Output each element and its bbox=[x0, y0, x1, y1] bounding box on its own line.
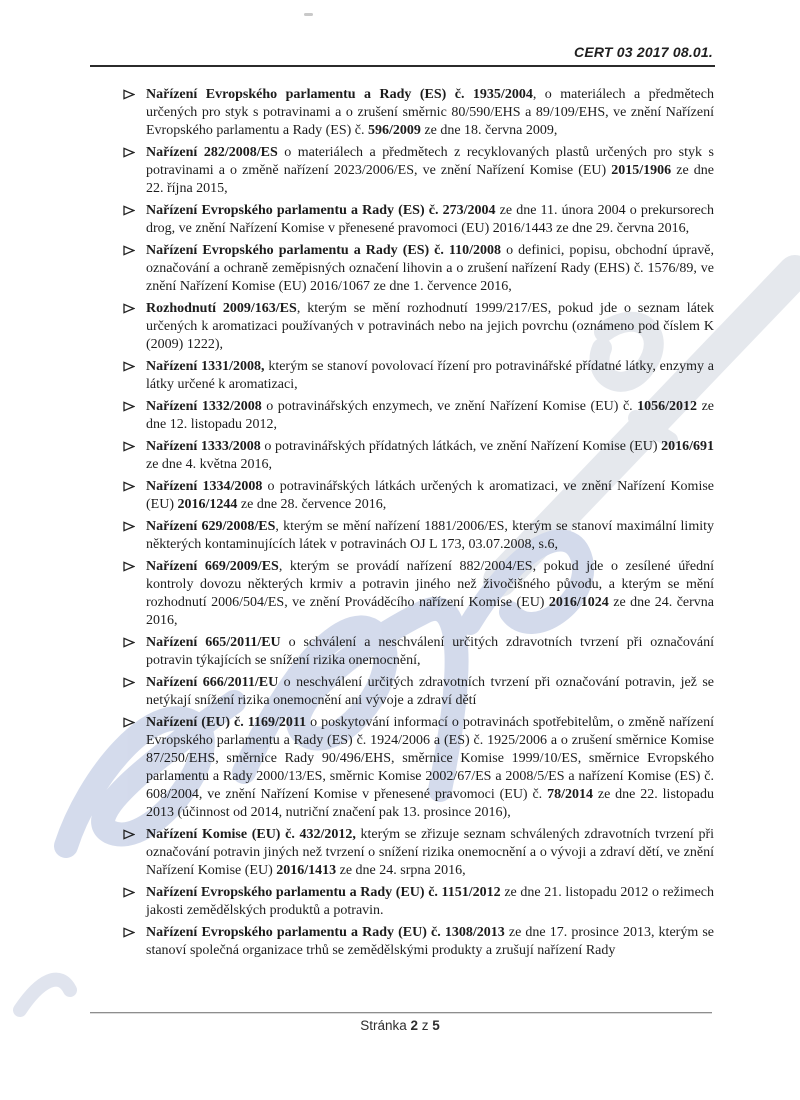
regulation-text: Nařízení Evropského parlamentu a Rady (ES) č. 273/2004 ze dne 11. února 2004 o prekursorech drog, ve znění Nařízení Komise v přenesené pravomoci (EU) 2016/1443 ze dne 29. června 2016, bbox=[146, 203, 714, 236]
regulation-item bbox=[122, 634, 714, 670]
regulation-text: Nařízení 1331/2008, kterým se stanoví povolovací řízení pro potravinářské přídatné látky, enzymy a látky určené k aromatizaci, bbox=[146, 359, 714, 392]
regulation-item bbox=[122, 398, 714, 434]
regulation-item bbox=[122, 242, 714, 296]
regulation-text: Nařízení Evropského parlamentu a Rady (ES) č. 110/2008 o definici, popisu, obchodní úpravě, označování a ochraně zeměpisných označení lihovin a o zrušení nařízení Rady (EHS) č. 1576/89, ve znění Nařízení Komise (EU) 2016/1067 ze dne 1. července 2016, bbox=[146, 243, 714, 294]
regulation-item bbox=[122, 924, 714, 960]
footer-rule bbox=[90, 1012, 712, 1013]
right-arrowhead-icon bbox=[123, 717, 135, 728]
regulation-item bbox=[122, 826, 714, 880]
regulation-item bbox=[122, 884, 714, 920]
regulation-text: Nařízení 1332/2008 o potravinářských enzymech, ve znění Nařízení Komise (EU) č. 1056/2012 ze dne 12. listopadu 2012, bbox=[146, 399, 714, 432]
right-arrowhead-icon bbox=[123, 829, 135, 840]
regulation-text: Nařízení 1334/2008 o potravinářských látkách určených k aromatizaci, ve znění Nařízení Komise (EU) 2016/1244 ze dne 28. července 2016, bbox=[146, 479, 714, 512]
regulation-text: Nařízení 665/2011/EU o schválení a neschválení určitých zdravotních tvrzení při označování potravin týkajících se snížení rizika onemocnění, bbox=[146, 635, 714, 668]
regulation-item bbox=[122, 86, 714, 140]
regulation-item bbox=[122, 438, 714, 474]
right-arrowhead-icon bbox=[123, 481, 135, 492]
regulation-item bbox=[122, 518, 714, 554]
regulation-item bbox=[122, 674, 714, 710]
regulation-item bbox=[122, 300, 714, 354]
document-code: CERT 03 2017 08.01. bbox=[574, 44, 713, 60]
regulation-text: Rozhodnutí 2009/163/ES, kterým se mění rozhodnutí 1999/217/ES, pokud jde o seznam látek určených k aromatizaci používaných v potravinách nebo na jejich povrchu (oznámeno pod číslem K (2009) 1222), bbox=[146, 301, 714, 352]
regulation-item bbox=[122, 202, 714, 238]
regulation-text: Nařízení 282/2008/ES o materiálech a předmětech z recyklovaných plastů určených pro styk s potravinami a o změně nařízení 2023/2006/ES, ve znění Nařízení Komise (EU) 2015/1906 ze dne 22. října 2015, bbox=[146, 145, 714, 196]
page-number: Stránka 2 z 5 bbox=[360, 1018, 440, 1033]
header-rule bbox=[90, 65, 715, 67]
regulation-item bbox=[122, 558, 714, 630]
regulation-item bbox=[122, 358, 714, 394]
regulation-list bbox=[122, 86, 714, 964]
regulation-text: Nařízení Evropského parlamentu a Rady (ES) č. 1935/2004, o materiálech a předmětech určených pro styk s potravinami a o zrušení směrnic 80/590/EHS a 89/109/EHS, ve znění Nařízení Evropského parlamentu a Rady (ES) č. 596/2009 ze dne 18. června 2009, bbox=[146, 87, 714, 138]
right-arrowhead-icon bbox=[123, 147, 135, 158]
right-arrowhead-icon bbox=[123, 361, 135, 372]
right-arrowhead-icon bbox=[123, 887, 135, 898]
right-arrowhead-icon bbox=[123, 245, 135, 256]
right-arrowhead-icon bbox=[123, 677, 135, 688]
right-arrowhead-icon bbox=[123, 303, 135, 314]
regulation-item bbox=[122, 144, 714, 198]
right-arrowhead-icon bbox=[123, 89, 135, 100]
regulation-item bbox=[122, 478, 714, 514]
regulation-text: Nařízení (EU) č. 1169/2011 o poskytování informací o potravinách spotřebitelům, o změně nařízení Evropského parlamentu a Rady (ES) č. 1924/2006 a (ES) č. 1925/2006 a o zrušení směrnice Komise 87/250/EHS, směrnice Rady 90/496/EHS, směrnice Komise 1999/10/ES, směrnice Evropského parlamentu a Rady 2000/13/ES, směrnic Komise 2002/67/ES a 2008/5/ES a nařízení Komise (ES) č. 608/2004, ve znění Nařízení Komise v přenesené pravomoci (EU) č. 78/2014 ze dne 22. listopadu 2013 (účinnost od 2014, nutriční značení pak 13. prosince 2016), bbox=[146, 715, 715, 820]
right-arrowhead-icon bbox=[123, 927, 135, 938]
regulation-text: Nařízení 629/2008/ES, kterým se mění nařízení 1881/2006/ES, kterým se stanoví maximální limity některých kontaminujících látek v potravinách OJ L 173, 03.07.2008, s.6, bbox=[146, 519, 714, 552]
regulation-text: Nařízení 666/2011/EU o neschválení určitých zdravotních tvrzení při označování potravin, jež se netýkají snížení rizika onemocnění ani vývoje a zdraví dětí bbox=[146, 675, 714, 708]
scan-artifact bbox=[304, 13, 313, 16]
regulation-text: Nařízení Evropského parlamentu a Rady (EU) č. 1151/2012 ze dne 21. listopadu 2012 o režimech jakosti zemědělských produktů a potravin. bbox=[146, 885, 714, 918]
regulation-text: Nařízení Evropského parlamentu a Rady (EU) č. 1308/2013 ze dne 17. prosince 2013, kterým se stanoví společná organizace trhů se zemědělskými produkty a zrušují nařízení Rady bbox=[146, 925, 714, 958]
right-arrowhead-icon bbox=[123, 401, 135, 412]
right-arrowhead-icon bbox=[123, 637, 135, 648]
regulation-text: Nařízení 669/2009/ES, kterým se provádí nařízení 882/2004/ES, pokud jde o zesílené úřední kontroly dovozu některých krmiv a potravin jiného než živočišného původu, a kterým se mění rozhodnutí 2006/504/ES, ve znění Prováděcího nařízení Komise (EU) 2016/1024 ze dne 24. června 2016, bbox=[146, 559, 714, 628]
right-arrowhead-icon bbox=[123, 441, 135, 452]
regulation-text: Nařízení Komise (EU) č. 432/2012, kterým se zřizuje seznam schválených zdravotních tvrzení při označování potravin jiných než tvrzení o snížení rizika onemocnění a o vývoji a zdraví dětí, ve znění Nařízení Komise (EU) 2016/1413 ze dne 24. srpna 2016, bbox=[146, 827, 715, 878]
regulation-item bbox=[122, 714, 714, 822]
right-arrowhead-icon bbox=[123, 521, 135, 532]
right-arrowhead-icon bbox=[123, 205, 135, 216]
regulation-text: Nařízení 1333/2008 o potravinářských přídatných látkách, ve znění Nařízení Komise (EU) 2016/691 ze dne 4. května 2016, bbox=[146, 439, 714, 472]
right-arrowhead-icon bbox=[123, 561, 135, 572]
